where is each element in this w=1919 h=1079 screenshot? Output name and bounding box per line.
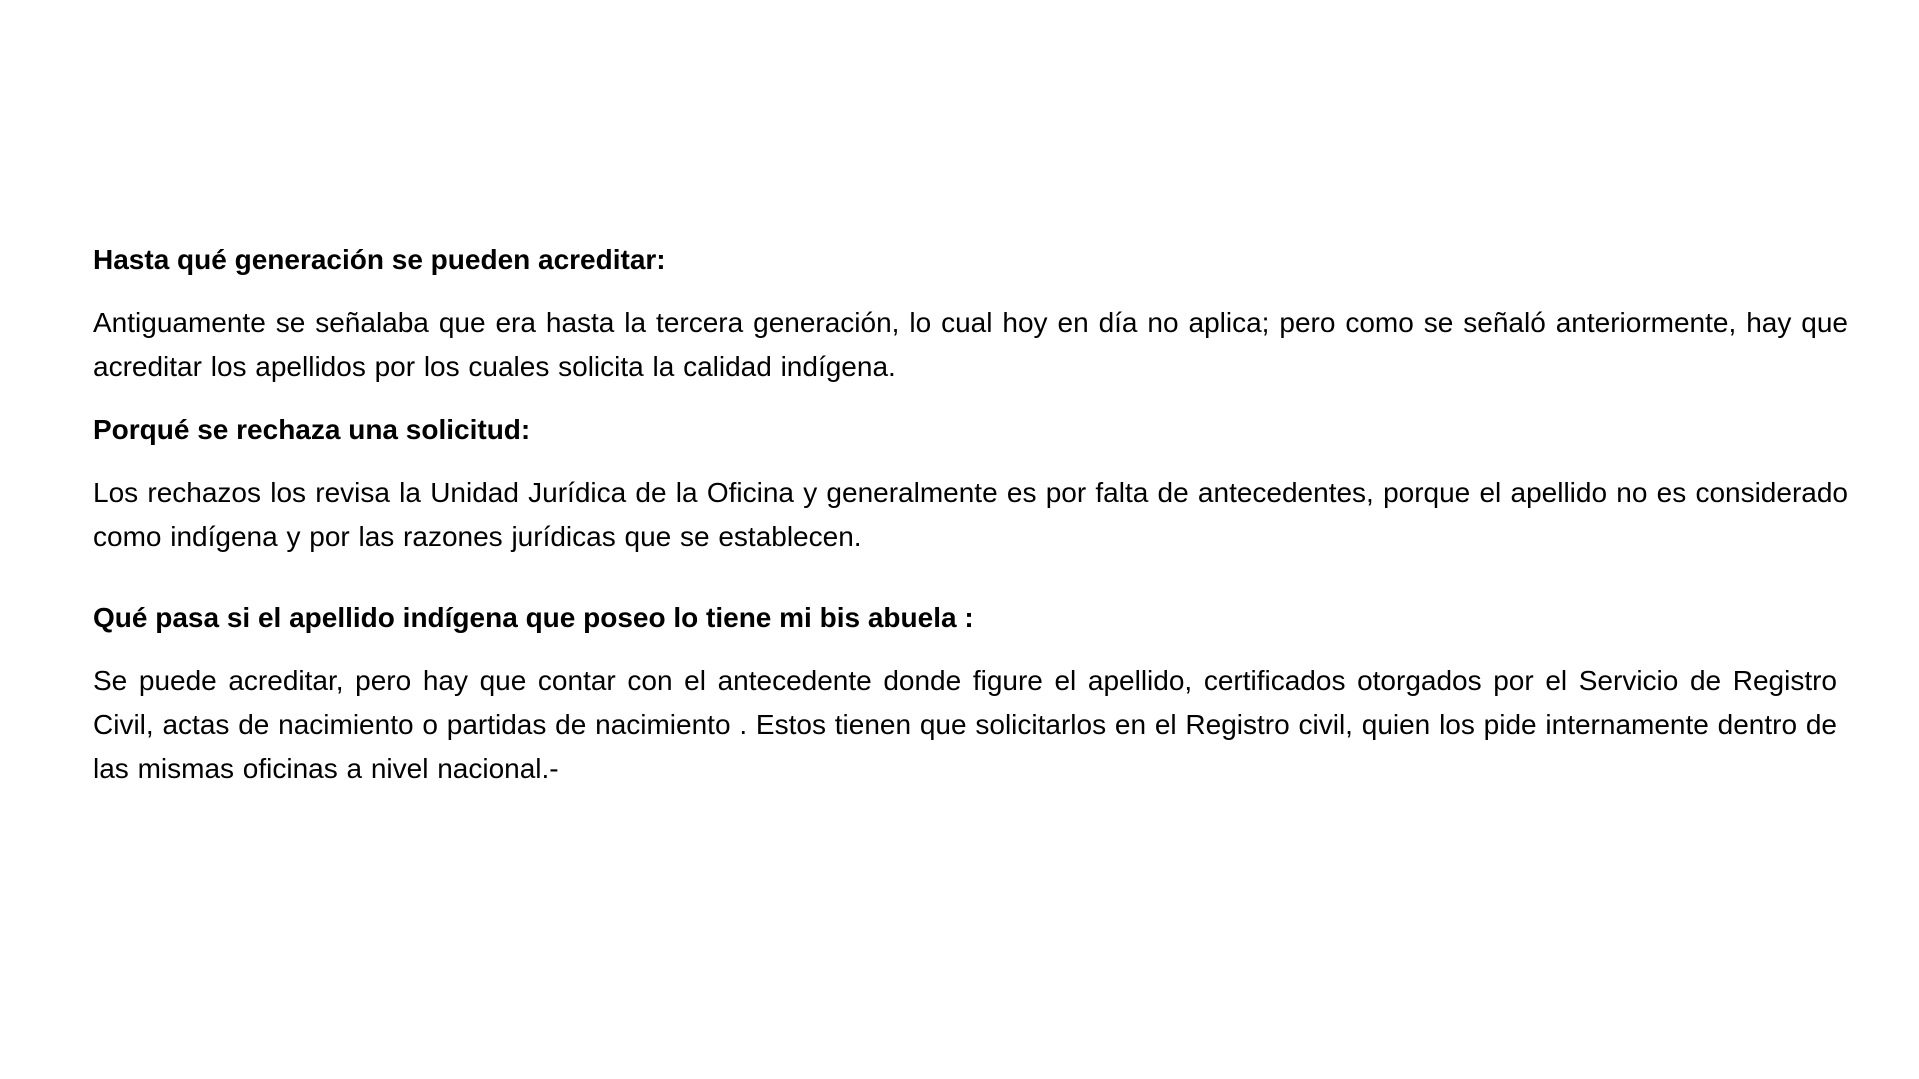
section-paragraph: Se puede acreditar, pero hay que contar con el antecedente donde figure el apellido, certificados otorgados por el Servicio de Registro Civil, actas de nacimiento o partidas de nacimiento . Estos tienen que solicitarlos en el Registro civil, quien los pide internamente dentro de las mismas oficinas a nivel nacional.- [93, 665, 1837, 784]
faq-section-bisabuela [93, 596, 1848, 791]
faq-section-rechazo [93, 408, 1848, 559]
document-page [93, 238, 1848, 791]
section-heading: Qué pasa si el apellido indígena que poseo lo tiene mi bis abuela : [93, 602, 974, 633]
section-heading: Hasta qué generación se pueden acreditar: [93, 244, 666, 275]
section-heading: Porqué se rechaza una solicitud: [93, 414, 531, 445]
section-paragraph: Los rechazos los revisa la Unidad Jurídica de la Oficina y generalmente es por falta de antecedentes, porque el apellido no es considerado como indígena y por las razones jurídicas que se establecen. [93, 477, 1848, 552]
section-paragraph: Antiguamente se señalaba que era hasta la tercera generación, lo cual hoy en día no aplica; pero como se señaló anteriormente, hay que acreditar los apellidos por los cuales solicita la calidad indígena. [93, 307, 1848, 382]
faq-section-generacion [93, 238, 1848, 389]
